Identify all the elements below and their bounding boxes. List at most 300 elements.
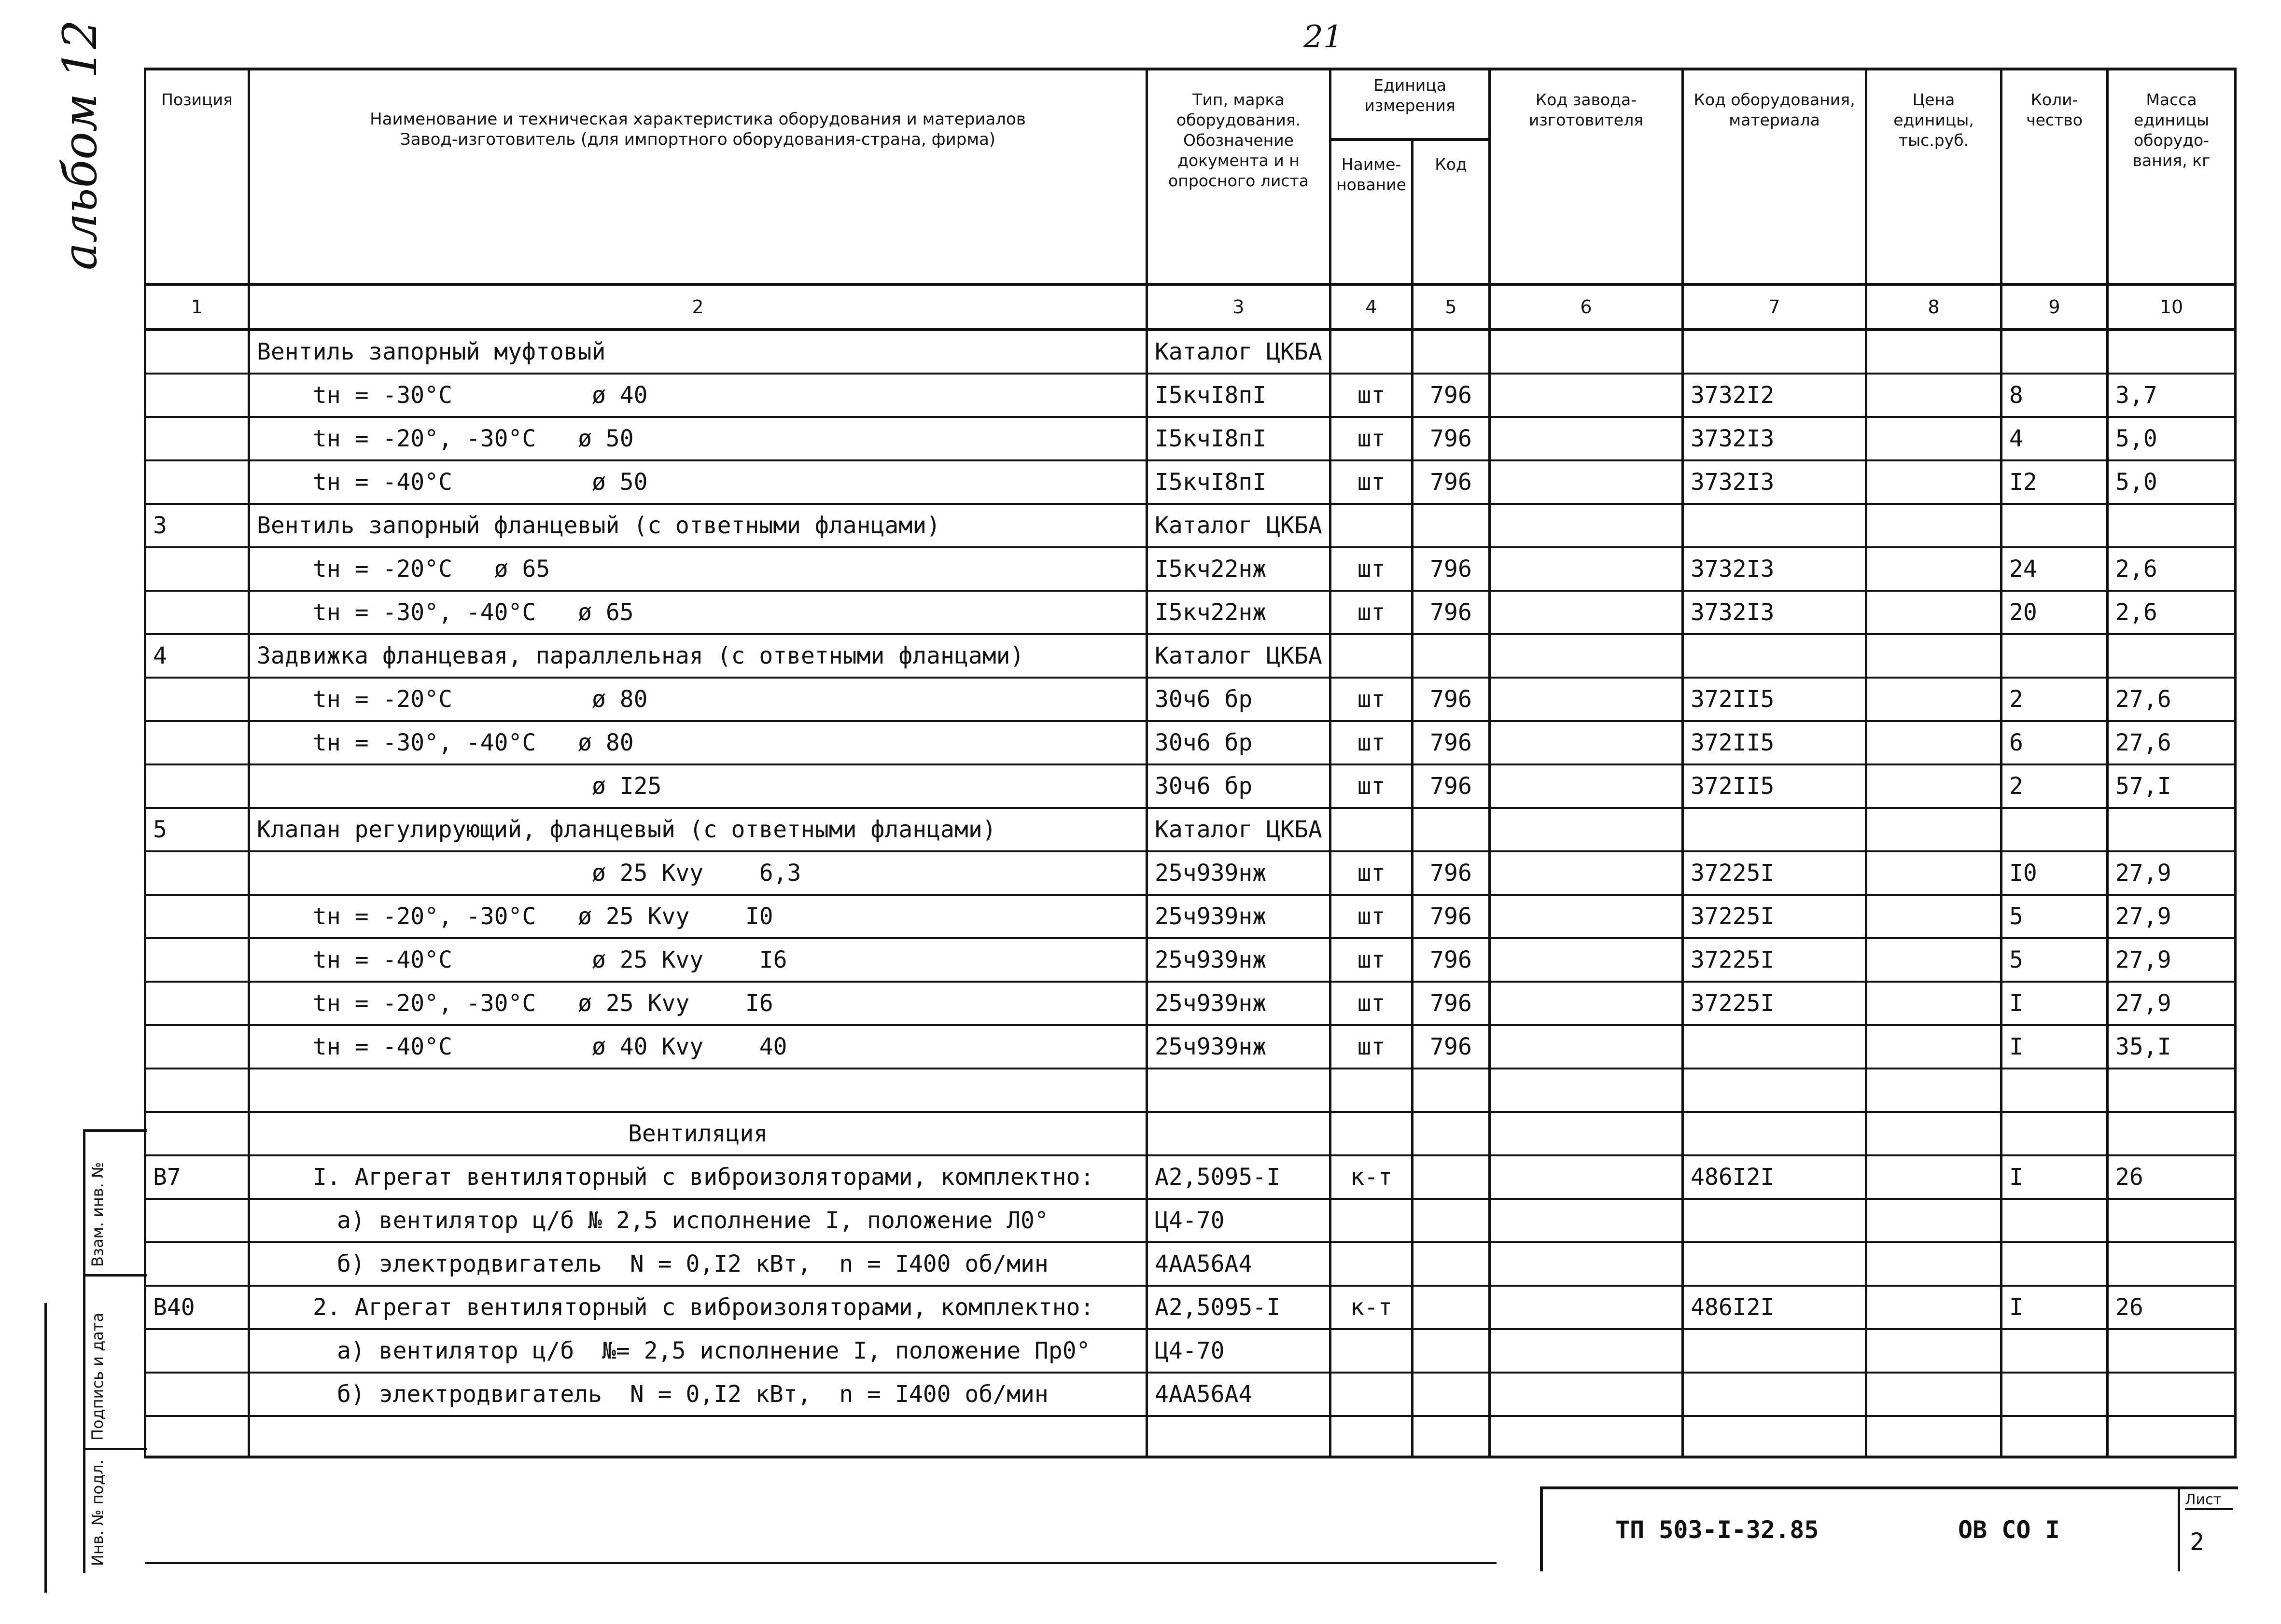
table-row bbox=[145, 895, 2236, 938]
cell-factory-code bbox=[1490, 895, 1683, 938]
cell-name: Вентиляция bbox=[249, 1112, 1147, 1155]
column-number: 6 bbox=[1490, 284, 1683, 330]
cell-price bbox=[1866, 374, 2001, 417]
cell-price bbox=[1866, 460, 2001, 504]
table-row bbox=[145, 678, 2236, 721]
cell-factory-code bbox=[1490, 460, 1683, 504]
cell-price bbox=[1866, 1242, 2001, 1286]
cell-position bbox=[145, 1373, 249, 1416]
cell-mass bbox=[2108, 1373, 2236, 1416]
column-number: 8 bbox=[1866, 284, 2001, 330]
header-quantity: Коли-чество bbox=[2001, 69, 2108, 284]
cell-unit-code: 796 bbox=[1413, 982, 1490, 1025]
cell-position bbox=[145, 1329, 249, 1373]
cell-unit-code: 796 bbox=[1413, 460, 1490, 504]
cell-price bbox=[1866, 1416, 2001, 1457]
cell-price bbox=[1866, 504, 2001, 547]
cell-mass: 27,6 bbox=[2108, 678, 2236, 721]
cell-mass bbox=[2108, 330, 2236, 374]
cell-price bbox=[1866, 938, 2001, 982]
document-code: ТП 503-I-32.85 bbox=[1615, 1516, 1819, 1544]
cell-material-code: 372II5 bbox=[1683, 721, 1866, 764]
cell-position: 3 bbox=[145, 504, 249, 547]
cell-position bbox=[145, 895, 249, 938]
cell-quantity bbox=[2001, 634, 2108, 678]
cell-quantity: I bbox=[2001, 982, 2108, 1025]
cell-type bbox=[1147, 1069, 1330, 1112]
header-unit-code: Код bbox=[1413, 139, 1490, 284]
cell-type: 25ч939нж bbox=[1147, 982, 1330, 1025]
cell-name: б) электродвигатель N = 0,I2 кВт, n = I400 об/мин bbox=[249, 1242, 1147, 1286]
table-row bbox=[145, 764, 2236, 808]
table-row bbox=[145, 1025, 2236, 1069]
cell-price bbox=[1866, 982, 2001, 1025]
cell-position bbox=[145, 1112, 249, 1155]
cell-unit bbox=[1330, 1416, 1413, 1457]
frame-left-line bbox=[44, 1303, 47, 1593]
header-price: Цена единицы, тыс.руб. bbox=[1866, 69, 2001, 284]
table-row bbox=[145, 634, 2236, 678]
table-row bbox=[145, 982, 2236, 1025]
table-row bbox=[145, 1069, 2236, 1112]
cell-name: tн = -40°С ø 25 Kvy I6 bbox=[249, 938, 1147, 982]
cell-mass: 5,0 bbox=[2108, 460, 2236, 504]
cell-type: Каталог ЦКБА bbox=[1147, 330, 1330, 374]
table-row bbox=[145, 547, 2236, 591]
cell-price bbox=[1866, 851, 2001, 895]
cell-unit-code bbox=[1413, 1155, 1490, 1199]
cell-unit: шт bbox=[1330, 547, 1413, 591]
table-row bbox=[145, 417, 2236, 460]
cell-price bbox=[1866, 678, 2001, 721]
cell-quantity bbox=[2001, 1329, 2108, 1373]
cell-unit bbox=[1330, 808, 1413, 851]
cell-factory-code bbox=[1490, 764, 1683, 808]
cell-factory-code bbox=[1490, 1373, 1683, 1416]
cell-material-code: 3732I3 bbox=[1683, 591, 1866, 634]
cell-quantity bbox=[2001, 1069, 2108, 1112]
cell-position bbox=[145, 982, 249, 1025]
cell-type: I5кч22нж bbox=[1147, 591, 1330, 634]
cell-position bbox=[145, 851, 249, 895]
cell-unit bbox=[1330, 330, 1413, 374]
cell-price bbox=[1866, 1329, 2001, 1373]
cell-type bbox=[1147, 1416, 1330, 1457]
cell-unit-code: 796 bbox=[1413, 938, 1490, 982]
cell-name: tн = -40°С ø 40 Kvy 40 bbox=[249, 1025, 1147, 1069]
cell-name: tн = -30°, -40°С ø 80 bbox=[249, 721, 1147, 764]
cell-unit: шт bbox=[1330, 374, 1413, 417]
cell-unit-code bbox=[1413, 1242, 1490, 1286]
cell-factory-code bbox=[1490, 374, 1683, 417]
cell-mass: 5,0 bbox=[2108, 417, 2236, 460]
cell-material-code bbox=[1683, 1069, 1866, 1112]
cell-type: Каталог ЦКБА bbox=[1147, 808, 1330, 851]
cell-type bbox=[1147, 1112, 1330, 1155]
cell-type: I5кчI8пI bbox=[1147, 417, 1330, 460]
header-type: Тип, марка оборудования. Обозначение документа и н опросного листа bbox=[1147, 69, 1330, 284]
cell-unit bbox=[1330, 1242, 1413, 1286]
cell-material-code bbox=[1683, 1373, 1866, 1416]
cell-material-code: 3732I3 bbox=[1683, 547, 1866, 591]
cell-unit: к-т bbox=[1330, 1155, 1413, 1199]
cell-unit: шт bbox=[1330, 721, 1413, 764]
cell-factory-code bbox=[1490, 1112, 1683, 1155]
cell-unit bbox=[1330, 1069, 1413, 1112]
cell-quantity: I bbox=[2001, 1286, 2108, 1329]
cell-type: 25ч939нж bbox=[1147, 1025, 1330, 1069]
cell-quantity: I bbox=[2001, 1155, 2108, 1199]
cell-material-code: 37225I bbox=[1683, 851, 1866, 895]
cell-material-code bbox=[1683, 1416, 1866, 1457]
cell-position: В40 bbox=[145, 1286, 249, 1329]
cell-name: б) электродвигатель N = 0,I2 кВт, n = I400 об/мин bbox=[249, 1373, 1147, 1416]
cell-price bbox=[1866, 721, 2001, 764]
cell-position bbox=[145, 374, 249, 417]
cell-factory-code bbox=[1490, 1242, 1683, 1286]
cell-mass bbox=[2108, 1416, 2236, 1457]
column-number: 9 bbox=[2001, 284, 2108, 330]
cell-position bbox=[145, 721, 249, 764]
cell-position bbox=[145, 460, 249, 504]
cell-factory-code bbox=[1490, 982, 1683, 1025]
cell-position: 4 bbox=[145, 634, 249, 678]
header-position: Позиция bbox=[145, 69, 249, 284]
document-section: ОВ СО I bbox=[1958, 1516, 2060, 1544]
table-row bbox=[145, 721, 2236, 764]
cell-factory-code bbox=[1490, 1155, 1683, 1199]
cell-quantity bbox=[2001, 1373, 2108, 1416]
frame-bottom-line bbox=[145, 1562, 1497, 1564]
cell-mass bbox=[2108, 1069, 2236, 1112]
cell-unit-code: 796 bbox=[1413, 547, 1490, 591]
table-row bbox=[145, 374, 2236, 417]
cell-mass: 26 bbox=[2108, 1155, 2236, 1199]
cell-unit-code: 796 bbox=[1413, 374, 1490, 417]
cell-price bbox=[1866, 1373, 2001, 1416]
cell-type: I5кч22нж bbox=[1147, 547, 1330, 591]
table-row bbox=[145, 1286, 2236, 1329]
cell-position bbox=[145, 1069, 249, 1112]
cell-material-code bbox=[1683, 504, 1866, 547]
cell-price bbox=[1866, 547, 2001, 591]
column-number: 1 bbox=[145, 284, 249, 330]
cell-mass: 27,6 bbox=[2108, 721, 2236, 764]
cell-quantity bbox=[2001, 1416, 2108, 1457]
cell-name: а) вентилятор ц/б № 2,5 исполнение I, положение Л0° bbox=[249, 1199, 1147, 1242]
header-factory-code: Код завода-изготовителя bbox=[1490, 69, 1683, 284]
cell-type: 4АА56А4 bbox=[1147, 1242, 1330, 1286]
cell-unit: шт bbox=[1330, 417, 1413, 460]
cell-name: tн = -20°, -30°С ø 50 bbox=[249, 417, 1147, 460]
cell-unit-code: 796 bbox=[1413, 764, 1490, 808]
cell-type: I5кчI8пI bbox=[1147, 460, 1330, 504]
cell-unit-code bbox=[1413, 1286, 1490, 1329]
cell-material-code bbox=[1683, 634, 1866, 678]
cell-type: Ц4-70 bbox=[1147, 1329, 1330, 1373]
cell-factory-code bbox=[1490, 547, 1683, 591]
cell-quantity bbox=[2001, 1199, 2108, 1242]
cell-material-code: 486I2I bbox=[1683, 1286, 1866, 1329]
column-number: 3 bbox=[1147, 284, 1330, 330]
cell-quantity: 6 bbox=[2001, 721, 2108, 764]
cell-factory-code bbox=[1490, 330, 1683, 374]
cell-price bbox=[1866, 417, 2001, 460]
cell-position: В7 bbox=[145, 1155, 249, 1199]
stamp-cell-inventory bbox=[85, 1448, 147, 1576]
cell-factory-code bbox=[1490, 1286, 1683, 1329]
column-number: 5 bbox=[1413, 284, 1490, 330]
cell-factory-code bbox=[1490, 851, 1683, 895]
cell-quantity bbox=[2001, 1112, 2108, 1155]
cell-mass: 26 bbox=[2108, 1286, 2236, 1329]
cell-material-code bbox=[1683, 1025, 1866, 1069]
cell-price bbox=[1866, 634, 2001, 678]
cell-quantity bbox=[2001, 504, 2108, 547]
cell-position bbox=[145, 591, 249, 634]
cell-price bbox=[1866, 764, 2001, 808]
cell-price bbox=[1866, 1112, 2001, 1155]
cell-name: Вентиль запорный муфтовый bbox=[249, 330, 1147, 374]
cell-unit: шт bbox=[1330, 460, 1413, 504]
cell-mass: 27,9 bbox=[2108, 938, 2236, 982]
cell-price bbox=[1866, 591, 2001, 634]
cell-unit: шт bbox=[1330, 938, 1413, 982]
cell-position bbox=[145, 1242, 249, 1286]
header-mass: Масса единицы оборудо-вания, кг bbox=[2108, 69, 2236, 284]
cell-position: 5 bbox=[145, 808, 249, 851]
cell-name: tн = -30°С ø 40 bbox=[249, 374, 1147, 417]
cell-type: 30ч6 бр bbox=[1147, 721, 1330, 764]
table-row bbox=[145, 1329, 2236, 1373]
cell-unit: шт bbox=[1330, 591, 1413, 634]
cell-position bbox=[145, 330, 249, 374]
cell-factory-code bbox=[1490, 1069, 1683, 1112]
cell-mass: 27,9 bbox=[2108, 851, 2236, 895]
cell-price bbox=[1866, 895, 2001, 938]
cell-mass: 2,6 bbox=[2108, 547, 2236, 591]
cell-price bbox=[1866, 1025, 2001, 1069]
cell-position bbox=[145, 938, 249, 982]
cell-unit-code: 796 bbox=[1413, 591, 1490, 634]
cell-quantity: I2 bbox=[2001, 460, 2108, 504]
column-number-row bbox=[145, 284, 2236, 330]
cell-unit: шт bbox=[1330, 851, 1413, 895]
table-row bbox=[145, 504, 2236, 547]
cell-material-code bbox=[1683, 1329, 1866, 1373]
cell-unit-code bbox=[1413, 634, 1490, 678]
cell-factory-code bbox=[1490, 417, 1683, 460]
cell-price bbox=[1866, 1155, 2001, 1199]
cell-price bbox=[1866, 330, 2001, 374]
cell-unit: шт bbox=[1330, 895, 1413, 938]
cell-mass bbox=[2108, 1112, 2236, 1155]
cell-material-code: 37225I bbox=[1683, 982, 1866, 1025]
table-row bbox=[145, 1373, 2236, 1416]
cell-type: I5кчI8пI bbox=[1147, 374, 1330, 417]
cell-quantity: I0 bbox=[2001, 851, 2108, 895]
cell-factory-code bbox=[1490, 721, 1683, 764]
header-material-code: Код оборудования, материала bbox=[1683, 69, 1866, 284]
cell-mass bbox=[2108, 504, 2236, 547]
cell-mass: 3,7 bbox=[2108, 374, 2236, 417]
stamp-label-inventory: Инв. № подл. bbox=[88, 1459, 107, 1566]
cell-unit bbox=[1330, 1112, 1413, 1155]
page-number: 21 bbox=[1303, 19, 1343, 55]
cell-name: tн = -20°С ø 80 bbox=[249, 678, 1147, 721]
cell-type: А2,5095-I bbox=[1147, 1155, 1330, 1199]
cell-quantity: 4 bbox=[2001, 417, 2108, 460]
cell-unit bbox=[1330, 1199, 1413, 1242]
cell-factory-code bbox=[1490, 591, 1683, 634]
cell-unit-code: 796 bbox=[1413, 1025, 1490, 1069]
cell-type: 25ч939нж bbox=[1147, 851, 1330, 895]
table-row bbox=[145, 1416, 2236, 1457]
cell-quantity bbox=[2001, 330, 2108, 374]
cell-name: tн = -20°, -30°С ø 25 Kvy I6 bbox=[249, 982, 1147, 1025]
table-row bbox=[145, 1199, 2236, 1242]
cell-unit-code bbox=[1413, 1069, 1490, 1112]
cell-name: ø 25 Kvy 6,3 bbox=[249, 851, 1147, 895]
cell-mass: 27,9 bbox=[2108, 895, 2236, 938]
column-number: 4 bbox=[1330, 284, 1413, 330]
cell-type: Ц4-70 bbox=[1147, 1199, 1330, 1242]
cell-name: Клапан регулирующий, фланцевый (с ответными фланцами) bbox=[249, 808, 1147, 851]
cell-mass bbox=[2108, 1329, 2236, 1373]
cell-position bbox=[145, 417, 249, 460]
cell-position bbox=[145, 547, 249, 591]
stamp-cell-signature bbox=[85, 1274, 147, 1450]
cell-mass bbox=[2108, 634, 2236, 678]
cell-unit-code: 796 bbox=[1413, 417, 1490, 460]
cell-material-code: 372II5 bbox=[1683, 764, 1866, 808]
title-block bbox=[1540, 1486, 2238, 1571]
cell-unit-code bbox=[1413, 1329, 1490, 1373]
cell-mass: 57,I bbox=[2108, 764, 2236, 808]
specification-table bbox=[144, 68, 2237, 1458]
cell-unit: шт bbox=[1330, 982, 1413, 1025]
table-row bbox=[145, 460, 2236, 504]
cell-price bbox=[1866, 1199, 2001, 1242]
cell-unit bbox=[1330, 504, 1413, 547]
cell-material-code: 372II5 bbox=[1683, 678, 1866, 721]
cell-type: 25ч939нж bbox=[1147, 895, 1330, 938]
cell-quantity: 2 bbox=[2001, 764, 2108, 808]
cell-unit-code: 796 bbox=[1413, 851, 1490, 895]
column-number: 10 bbox=[2108, 284, 2236, 330]
cell-name bbox=[249, 1416, 1147, 1457]
cell-factory-code bbox=[1490, 1416, 1683, 1457]
cell-price bbox=[1866, 808, 2001, 851]
cell-factory-code bbox=[1490, 808, 1683, 851]
cell-quantity: 5 bbox=[2001, 938, 2108, 982]
cell-name: ø I25 bbox=[249, 764, 1147, 808]
cell-name: Вентиль запорный фланцевый (с ответными фланцами) bbox=[249, 504, 1147, 547]
cell-position bbox=[145, 678, 249, 721]
side-stamp bbox=[83, 1129, 148, 1573]
cell-name: tн = -20°, -30°С ø 25 Kvy I0 bbox=[249, 895, 1147, 938]
cell-unit-code bbox=[1413, 1112, 1490, 1155]
cell-factory-code bbox=[1490, 504, 1683, 547]
cell-factory-code bbox=[1490, 1329, 1683, 1373]
sheet-label: Лист bbox=[2185, 1491, 2233, 1510]
cell-material-code: 3732I3 bbox=[1683, 460, 1866, 504]
cell-unit: шт bbox=[1330, 1025, 1413, 1069]
cell-unit bbox=[1330, 1329, 1413, 1373]
cell-factory-code bbox=[1490, 678, 1683, 721]
cell-mass: 27,9 bbox=[2108, 982, 2236, 1025]
cell-quantity bbox=[2001, 1242, 2108, 1286]
cell-factory-code bbox=[1490, 634, 1683, 678]
cell-quantity: 5 bbox=[2001, 895, 2108, 938]
cell-unit-code bbox=[1413, 1199, 1490, 1242]
cell-material-code bbox=[1683, 808, 1866, 851]
sheet-box bbox=[2178, 1489, 2238, 1571]
cell-unit-code bbox=[1413, 330, 1490, 374]
cell-unit: шт bbox=[1330, 764, 1413, 808]
cell-unit: шт bbox=[1330, 678, 1413, 721]
table-row bbox=[145, 330, 2236, 374]
cell-type: Каталог ЦКБА bbox=[1147, 634, 1330, 678]
cell-mass bbox=[2108, 808, 2236, 851]
cell-type: 4АА56А4 bbox=[1147, 1373, 1330, 1416]
cell-type: 30ч6 бр bbox=[1147, 764, 1330, 808]
cell-name: tн = -20°С ø 65 bbox=[249, 547, 1147, 591]
cell-material-code bbox=[1683, 1199, 1866, 1242]
cell-factory-code bbox=[1490, 1199, 1683, 1242]
table-row bbox=[145, 938, 2236, 982]
cell-position bbox=[145, 1025, 249, 1069]
cell-name: tн = -30°, -40°С ø 65 bbox=[249, 591, 1147, 634]
cell-type: Каталог ЦКБА bbox=[1147, 504, 1330, 547]
cell-unit-code bbox=[1413, 808, 1490, 851]
cell-material-code bbox=[1683, 1242, 1866, 1286]
cell-type: 30ч6 бр bbox=[1147, 678, 1330, 721]
cell-unit-code bbox=[1413, 1416, 1490, 1457]
cell-factory-code bbox=[1490, 1025, 1683, 1069]
cell-quantity bbox=[2001, 808, 2108, 851]
stamp-label-signature: Подпись и дата bbox=[88, 1312, 107, 1441]
cell-material-code: 3732I3 bbox=[1683, 417, 1866, 460]
cell-material-code: 3732I2 bbox=[1683, 374, 1866, 417]
table-row bbox=[145, 851, 2236, 895]
cell-unit bbox=[1330, 1373, 1413, 1416]
cell-type: А2,5095-I bbox=[1147, 1286, 1330, 1329]
cell-quantity: 2 bbox=[2001, 678, 2108, 721]
cell-unit: к-т bbox=[1330, 1286, 1413, 1329]
cell-type: 25ч939нж bbox=[1147, 938, 1330, 982]
column-number: 2 bbox=[249, 284, 1147, 330]
cell-material-code bbox=[1683, 1112, 1866, 1155]
cell-unit-code bbox=[1413, 1373, 1490, 1416]
cell-mass bbox=[2108, 1242, 2236, 1286]
cell-position bbox=[145, 1416, 249, 1457]
table-row bbox=[145, 1155, 2236, 1199]
cell-price bbox=[1866, 1286, 2001, 1329]
cell-unit-code: 796 bbox=[1413, 895, 1490, 938]
table-row bbox=[145, 1242, 2236, 1286]
header-unit: Единица измерения bbox=[1330, 69, 1490, 139]
cell-name: Задвижка фланцевая, параллельная (с ответными фланцами) bbox=[249, 634, 1147, 678]
cell-material-code: 37225I bbox=[1683, 938, 1866, 982]
cell-unit bbox=[1330, 634, 1413, 678]
cell-material-code: 37225I bbox=[1683, 895, 1866, 938]
sheet-value: 2 bbox=[2190, 1528, 2205, 1556]
cell-unit-code bbox=[1413, 504, 1490, 547]
table-row bbox=[145, 591, 2236, 634]
cell-mass: 2,6 bbox=[2108, 591, 2236, 634]
cell-mass: 35,I bbox=[2108, 1025, 2236, 1069]
